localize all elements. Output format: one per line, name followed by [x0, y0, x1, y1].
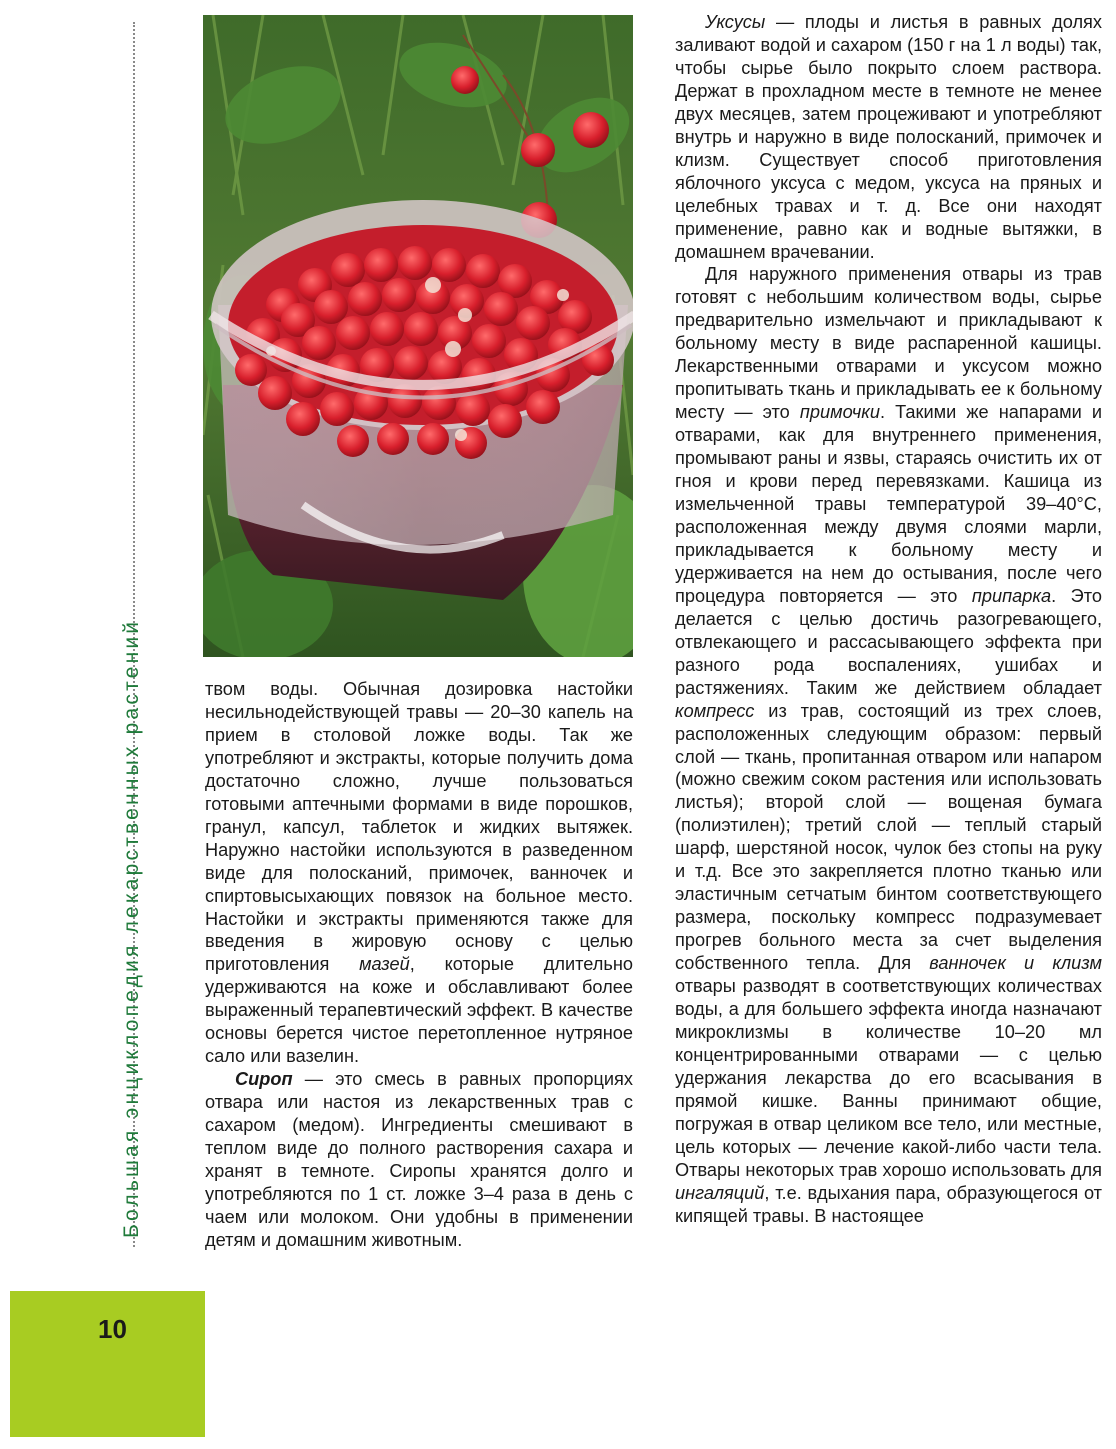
- page-number: 10: [98, 1314, 127, 1344]
- paragraph-external-use: Для наружного применения отвары из трав готовят с небольшим количеством воды, сырье предварительно измельчают и прикладывают к больному месту в виде распаренной кашицы. Лекарственными отварами и уксусом можно пропитывать ткань и прикладывать ее к больному месту — это примочки. Такими же напарами и отварами, как для внутреннего применения, промывают раны и язвы, стараясь очистить их от гноя и крови перед перевязками. Кашица из измельченной травы температурой 39–40°С, расположенная между двумя слоями марли, прикладывается к больному месту и удерживается на нем до остывания, после чего процедура повторяется — это припарка. Это делается с целью достичь разогревающего, отвлекающего и рассасывающего эффекта при разного рода воспалениях, ушибах и растяжениях. Таким же действием обладает компресс из трав, состоящий из трех слоев, расположенных следующим образом: первый слой — ткань, пропитанная отваром или напаром (можно свежим соком растения или использовать листья); второй слой — вощеная бумага (полиэтилен); третий слой — теплый старый шарф, шерстяной носок, чулок без стопы на руку и т.д. Все это закрепляется плотно тканью или эластичным сетчатым бинтом соответствующего размера, поскольку компресс подразумевает прогрев больного места за счет выделения собственного тепла. Для ванночек и клизм отвары разводят в соответствующих количествах воды, а для большего эффекта иногда назначают микроклизмы в количестве 10–20 мл концентрированными отварами — с целью удержания лекарства до его всасывания в прямой кишке. Ванны принимают общие, погружая в отвар целиком все тело, или местные, цель которых — лечение какой-либо части тела. Отвары некоторых трав хорошо использовать для ингаляций, т.е. вдыхания пара, образующегося от кипящей травы. В настоящее: [675, 264, 1102, 1226]
- paragraph-vinegars: Уксусы — плоды и листья в равных долях заливают водой и сахаром (150 г на 1 л воды) так, чтобы сырье было покрыто слоем раствора. Держат в прохладном месте в темноте не менее двух месяцев, затем процеживают и употребляют внутрь и наружно в виде полосканий, примочек и клизм. Существует способ приготовления яблочного уксуса с медом, уксуса на пряных и целебных травах и т. д. Все они находят применение, равно как и водные вытяжки, в домашнем врачевании.: [675, 12, 1102, 262]
- term-vinegars: Уксусы: [705, 12, 766, 32]
- term-syrup: Сироп: [235, 1069, 293, 1090]
- left-text-column: [205, 678, 633, 1252]
- right-text-column: [675, 11, 1102, 1228]
- page-number-block: [10, 1291, 205, 1437]
- paragraph-syrup: Сироп — это смесь в равных пропорциях отвара или настоя из лекарственных трав с сахаром (медом). Ингредиенты смешивают в теплом виде до полного растворения сахара и хранят в темноте. Сиропы хранятся долго и употребляются по 1 ст. ложке 3–4 раза в день с чаем или молоком. Они удобны в применении детям и домашним животным.: [205, 1069, 633, 1250]
- running-title: Большая энциклопедия лекарственных растений: [120, 618, 143, 1238]
- paragraph-tinctures: твом воды. Обычная дозировка настойки несильнодействующей травы — 20–30 капель на прием в столовой ложке воды. Так же употребляют и экстракты, которые получить дома достаточно сложно, лучше пользоваться готовыми аптечными формами в виде порошков, гранул, капсул, таблеток и жидких вытяжек. Наружно настойки используются в разведенном виде для полосканий, примочек, ванночек и спиртовысыхающих повязок на больное место. Настойки и экстракты применяются также для введения в жировую основу с целью приготовления мазей, которые длительно удерживаются на коже и обславливают более выраженный терапевтический эффект. В качестве основы берется чистое перетопленное нутряное сало или вазелин.: [205, 679, 633, 1067]
- strawberry-bucket-photo: [203, 15, 633, 657]
